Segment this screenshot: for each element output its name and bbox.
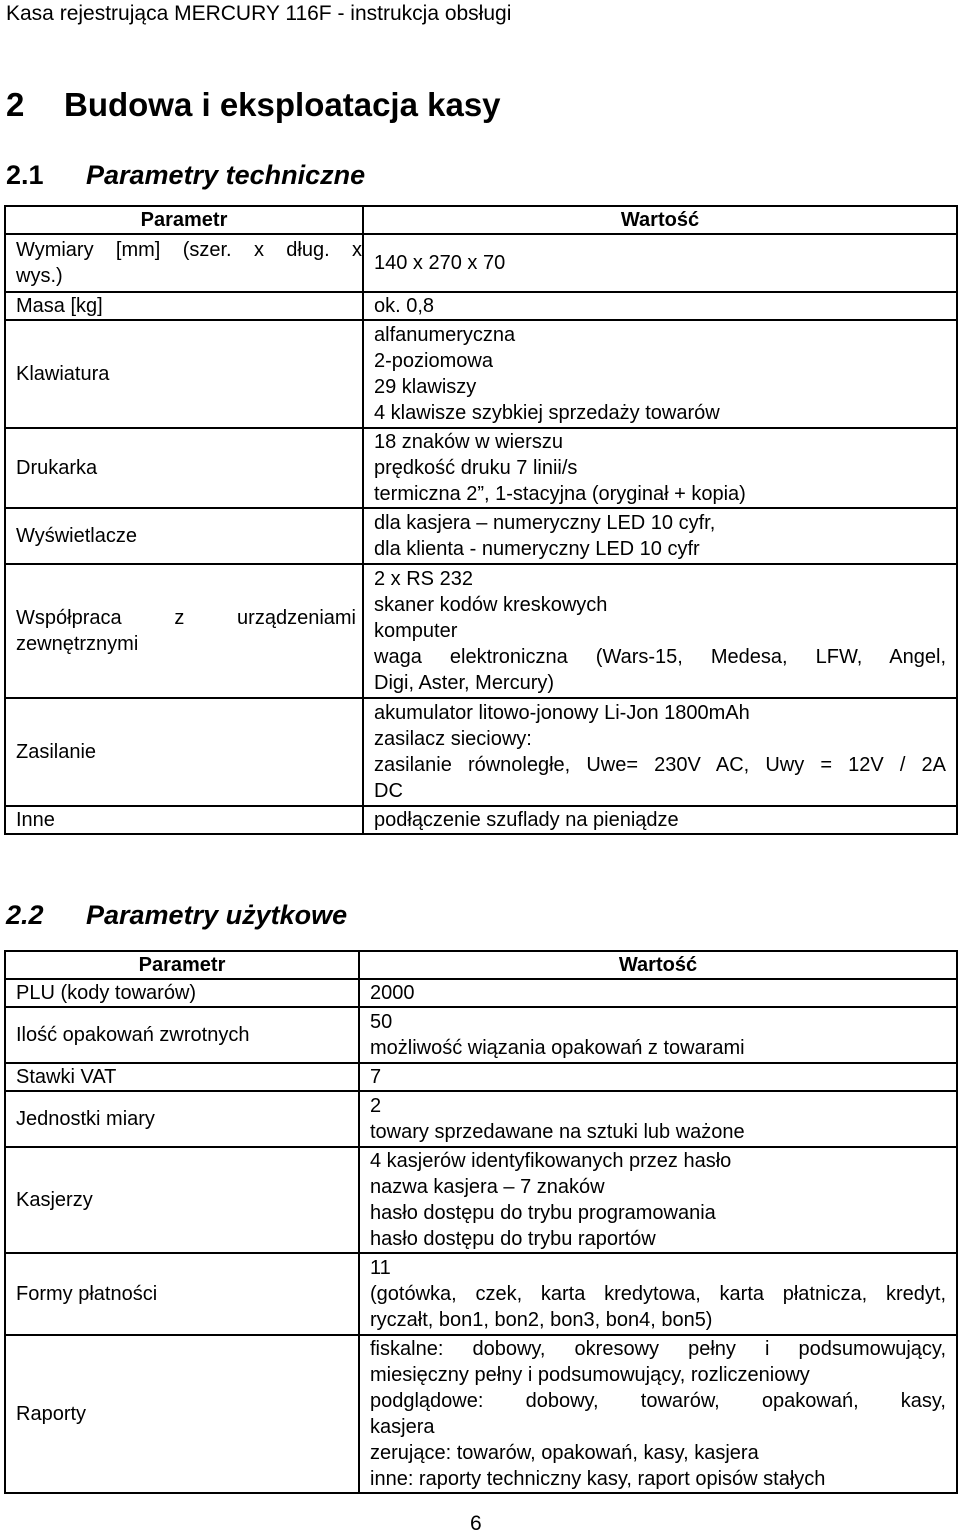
- column-header-value: Wartość: [363, 206, 957, 234]
- param-cell: Zasilanie: [5, 698, 363, 806]
- param-cell: Inne: [5, 806, 363, 834]
- table-row: [5, 320, 957, 428]
- section-number: 2: [6, 86, 25, 123]
- param-cell: Wyświetlacze: [5, 508, 363, 564]
- column-header-parameter: Parametr: [5, 951, 359, 979]
- subsection-number: 2.1: [6, 160, 44, 190]
- usage-parameters-table: [4, 950, 958, 1494]
- subsection-heading-2: [6, 900, 347, 931]
- table-row: [5, 1253, 957, 1335]
- table-row: [5, 698, 957, 806]
- table-row: [5, 564, 957, 698]
- value-cell: 50 możliwość wiązania opakowań z towarami: [359, 1007, 957, 1063]
- column-header-value: Wartość: [359, 951, 957, 979]
- value-cell: 2 x RS 232 skaner kodów kreskowych komputer waga elektroniczna (Wars-15, Medesa, LFW, Angel, Digi, Aster, Mercury): [363, 564, 957, 698]
- param-cell: Współpraca z urządzeniami zewnętrznymi: [5, 564, 363, 698]
- value-cell: 7: [359, 1063, 957, 1091]
- table-row: [5, 508, 957, 564]
- param-cell: Klawiatura: [5, 320, 363, 428]
- page-number: 6: [470, 1512, 482, 1535]
- table-row: [5, 1091, 957, 1147]
- value-cell: podłączenie szuflady na pieniądze: [363, 806, 957, 834]
- section-title: Budowa i eksploatacja kasy: [64, 86, 501, 123]
- param-cell: Formy płatności: [5, 1253, 359, 1335]
- document-header: Kasa rejestrująca MERCURY 116F - instrukcja obsługi: [6, 2, 512, 25]
- value-cell: alfanumeryczna 2-poziomowa 29 klawiszy 4 klawisze szybkiej sprzedaży towarów: [363, 320, 957, 428]
- param-cell: Jednostki miary: [5, 1091, 359, 1147]
- table-row: [5, 234, 957, 292]
- table-row: [5, 1147, 957, 1253]
- value-cell: 140 x 270 x 70: [363, 234, 957, 292]
- param-cell: Raporty: [5, 1335, 359, 1493]
- value-cell: 2000: [359, 979, 957, 1007]
- subsection-title: Parametry techniczne: [86, 160, 366, 190]
- table-row: [5, 428, 957, 508]
- param-cell: PLU (kody towarów): [5, 979, 359, 1007]
- value-cell: 18 znaków w wierszu prędkość druku 7 linii/s termiczna 2”, 1-stacyjna (oryginał + kopia): [363, 428, 957, 508]
- technical-parameters-table: [4, 205, 958, 835]
- subsection-title: Parametry użytkowe: [86, 900, 348, 930]
- value-cell: akumulator litowo-jonowy Li-Jon 1800mAh zasilacz sieciowy: zasilanie równoległe, Uwe= 230V AC, Uwy = 12V / 2A DC: [363, 698, 957, 806]
- table-row: [5, 1063, 957, 1091]
- param-cell: Kasjerzy: [5, 1147, 359, 1253]
- column-header-parameter: Parametr: [5, 206, 363, 234]
- value-cell: dla kasjera – numeryczny LED 10 cyfr, dla klienta - numeryczny LED 10 cyfr: [363, 508, 957, 564]
- table-row: [5, 806, 957, 834]
- value-cell: ok. 0,8: [363, 292, 957, 320]
- subsection-heading-1: [6, 160, 365, 191]
- param-cell: Masa [kg]: [5, 292, 363, 320]
- param-cell: Drukarka: [5, 428, 363, 508]
- table-row: [5, 979, 957, 1007]
- param-cell: Ilość opakowań zwrotnych: [5, 1007, 359, 1063]
- value-cell: 4 kasjerów identyfikowanych przez hasło nazwa kasjera – 7 znaków hasło dostępu do trybu programowania hasło dostępu do trybu raportów: [359, 1147, 957, 1253]
- value-cell: 11 (gotówka, czek, karta kredytowa, karta płatnicza, kredyt, ryczałt, bon1, bon2, bon3, bon4, bon5): [359, 1253, 957, 1335]
- value-cell: fiskalne: dobowy, okresowy pełny i podsumowujący, miesięczny pełny i podsumowujący, rozliczeniowy podglądowe: dobowy, towarów, opakowań, kasy, kasjera zerujące: towarów, opakowań, kasy, kasjera inne: raporty techniczny kasy, raport opisów stałych: [359, 1335, 957, 1493]
- param-cell: Wymiary [mm] (szer. x dług. x wys.): [5, 234, 363, 292]
- value-cell: 2 towary sprzedawane na sztuki lub ważone: [359, 1091, 957, 1147]
- section-heading: [6, 86, 501, 124]
- table-row: [5, 1335, 957, 1493]
- table-row: [5, 1007, 957, 1063]
- subsection-number: 2.2: [6, 900, 44, 930]
- param-cell: Stawki VAT: [5, 1063, 359, 1091]
- table-row: [5, 292, 957, 320]
